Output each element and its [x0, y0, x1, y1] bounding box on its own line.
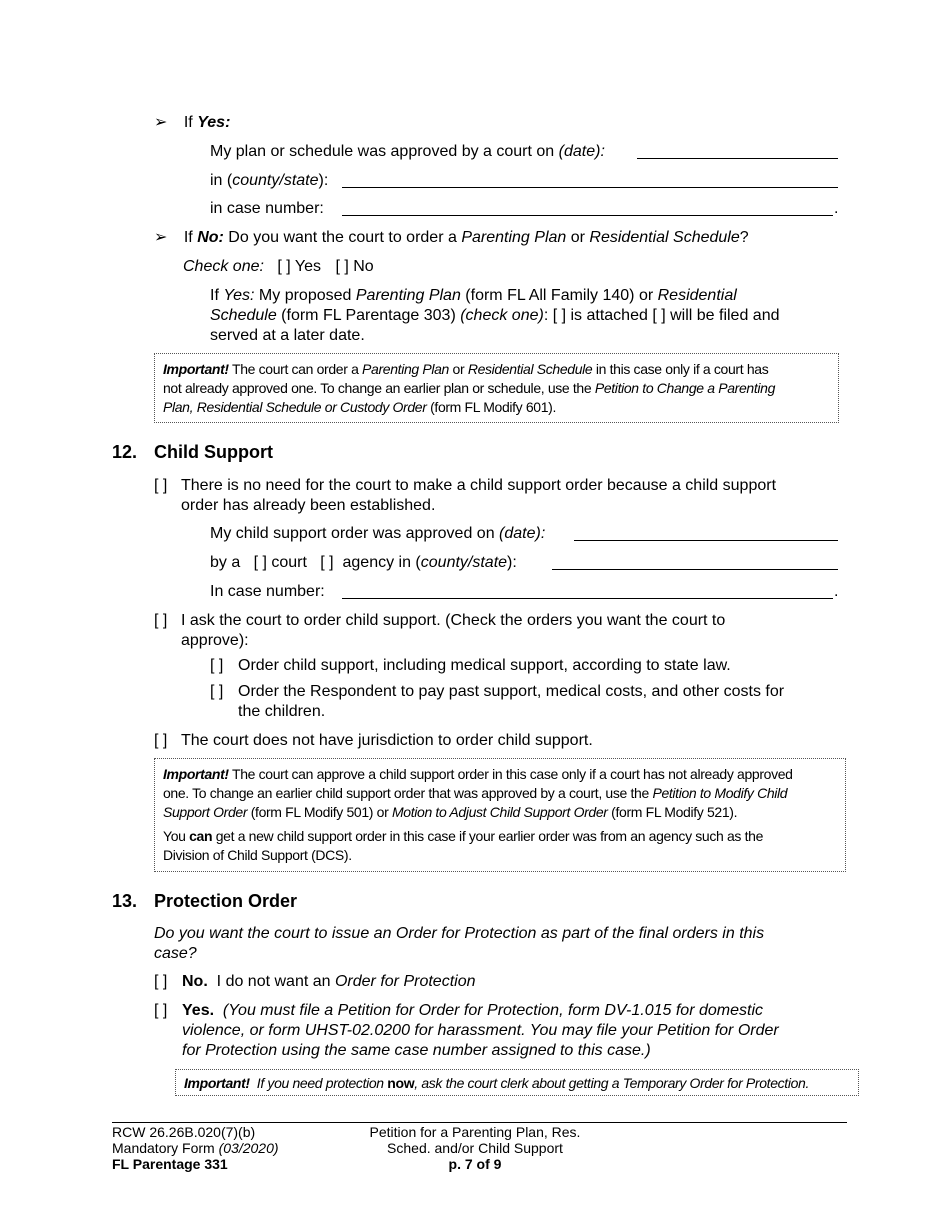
check-one-line: Check one: [ ] Yes [ ] No: [183, 258, 374, 275]
cs-option-no-jurisdiction: [154, 731, 167, 750]
cs-sub-option-state-law: [210, 656, 223, 675]
cs-option-no-jurisdiction-text: The court does not have jurisdiction to order child support.: [181, 732, 593, 749]
footer-left: [112, 1124, 279, 1172]
protection-question: Do you want the court to issue an Order for Protection as part of the final orders in this case?: [154, 925, 765, 962]
section-12-number: 12.: [112, 442, 138, 462]
footer-title-line1: Petition for a Parenting Plan, Res.: [369, 1124, 581, 1140]
protection-yes-checkbox: [154, 1001, 167, 1020]
footer-center: [330, 1124, 620, 1172]
proposed-plan-paragraph: If Yes: My proposed Parenting Plan (form FL All Family 140) or Residential Schedule (form FL Parentage 303) (check one): [ ] is attached [ ] will be filed and served at a later date.: [210, 287, 780, 344]
cs-sub-option-past-support: [210, 682, 223, 702]
bullet-arrow-icon: ➢: [154, 114, 168, 131]
plan-approved-date-field[interactable]: [637, 158, 838, 159]
court-agency-checkboxes[interactable]: by a [ ] court [ ] agency in (: [210, 554, 421, 571]
checkbox[interactable]: [ ]: [154, 973, 168, 990]
cs-approved-date-field[interactable]: [574, 540, 838, 541]
cs-county-field[interactable]: [552, 569, 838, 570]
bullet-arrow-icon: ➢: [154, 229, 168, 246]
cs-option-order: [154, 611, 167, 631]
checkbox[interactable]: [ ]: [154, 1002, 168, 1019]
protection-yes-text: Yes. (You must file a Petition for Order for Protection, form DV-1.015 for domestic violence, or form UHST-02.0200 for harassment. You may file your Petition for Order for Protection using the same case number assigned to this case.): [182, 1002, 779, 1059]
checkbox[interactable]: [ ]: [154, 732, 168, 749]
checkbox[interactable]: [ ]: [154, 612, 168, 629]
footer-rcw: RCW 26.26B.020(7)(b): [112, 1124, 256, 1140]
period: .: [834, 200, 839, 217]
check-yes-option[interactable]: [ ] Yes: [277, 258, 321, 275]
important-notice-protection: Important! If you need protection now, ask the court clerk about getting a Temporary Order for Protection.: [175, 1069, 859, 1096]
cs-option-no-need: [154, 476, 167, 496]
important-notice-child-support: Important! The court can approve a child support order in this case only if a court has not already approved one. To change an earlier child support order that was approved by a court, use the Petition to Modify Child Support Order (form FL Modify 501) or Motion to Adjust Child Support Order (form FL Modify 521). You can get a new child support order in this case if your earlier order was from an agency such as the Division of Child Support (DCS).: [154, 758, 846, 872]
cs-option-no-need-text: There is no need for the court to make a child support order because a child support order has already been established.: [181, 477, 777, 514]
section-13-title: Protection Order: [154, 891, 298, 911]
cs-option-order-text: I ask the court to order child support. (Check the orders you want the court to approve):: [181, 612, 726, 649]
plan-county-label: in (county/state):: [210, 172, 329, 189]
check-no-option[interactable]: [ ] No: [335, 258, 374, 275]
section-13-number: 13.: [112, 891, 138, 911]
plan-approved-label: My plan or schedule was approved by a court on (date):: [210, 143, 605, 160]
if-no-line: ➢ If No: Do you want the court to order a Parenting Plan or Residential Schedule?: [154, 229, 749, 246]
footer-title-line2: Sched. and/or Child Support: [387, 1140, 563, 1156]
plan-case-number-field[interactable]: [342, 215, 833, 216]
period: .: [834, 583, 839, 600]
cs-case-number-field[interactable]: [342, 598, 833, 599]
cs-sub-option-past-support-text: Order the Respondent to pay past support, medical costs, and other costs for the children.: [238, 683, 785, 720]
protection-no-checkbox: [154, 972, 167, 991]
protection-no-text: No. I do not want an Order for Protection: [182, 973, 476, 990]
footer-form-id: FL Parentage 331: [112, 1156, 228, 1172]
plan-county-field[interactable]: [342, 187, 838, 188]
section-12-title: Child Support: [154, 442, 273, 462]
plan-case-number-label: in case number:: [210, 200, 324, 217]
cs-case-number-label: In case number:: [210, 583, 325, 600]
cs-approved-label: My child support order was approved on (date):: [210, 525, 546, 542]
checkbox[interactable]: [ ]: [210, 657, 224, 674]
footer-page-number: p. 7 of 9: [448, 1156, 502, 1172]
checkbox[interactable]: [ ]: [154, 477, 168, 494]
checkbox[interactable]: [ ]: [210, 683, 224, 700]
important-notice-parenting: Important! The court can order a Parenting Plan or Residential Schedule in this case only if a court has not already approved one. To change an earlier plan or schedule, use the Petition to Change a Parenting Plan, Residential Schedule or Custody Order (form FL Modify 601).: [154, 353, 839, 423]
footer-mandatory: Mandatory Form (03/2020): [112, 1140, 279, 1156]
attachment-checkboxes[interactable]: : [ ] is attached [ ] will be filed and: [543, 307, 780, 324]
cs-by-a-line: by a [ ] court [ ] agency in (county/state):: [210, 554, 517, 571]
footer-divider: [112, 1122, 847, 1123]
cs-sub-option-state-law-text: Order child support, including medical support, according to state law.: [238, 657, 731, 674]
if-yes-line: ➢ If Yes:: [154, 114, 231, 131]
